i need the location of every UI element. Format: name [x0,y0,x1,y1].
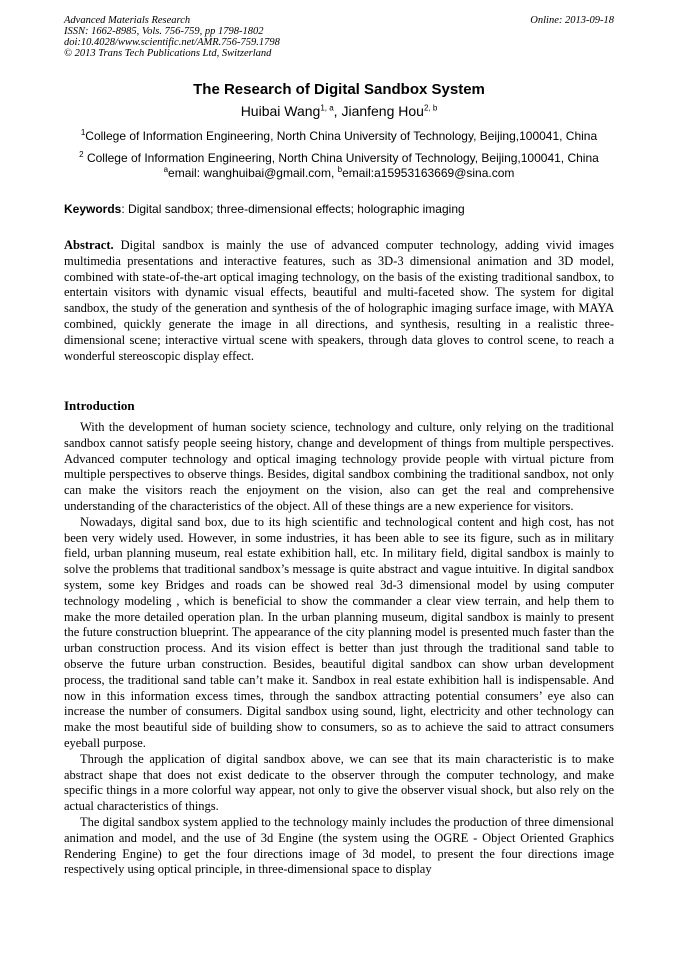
paragraph: The digital sandbox system applied to the technology mainly includes the production of three dimensional animation and model, and the use of 3d Engine (the system using the OGRE - Object Oriented Graphics Rendering Engine) to get the four directions image of 3d model, to present the four directions image respectively using optical principle, in three-dimensional space to display [64,814,614,877]
paragraph: With the development of human society science, technology and culture, only relying on the traditional sandbox cannot satisfy people seeing history, change and development of things from multiple perspectives. Advanced computer technology and optical imaging technology provide people with virtual picture from multiple perspectives to observe things. Besides, digital sandbox combining the traditional sandbox, not only can make the visitors reach the enjoyment on the vision, also can get the real and comprehensive understanding of the characteristics of the object. All of these things are a new experience for visitors. [64,420,614,513]
affiliation-superscript: 1 [80,128,86,137]
keywords [64,201,465,217]
introduction-body [64,420,614,878]
section-heading: Introduction [64,398,135,413]
journal-header [64,15,280,59]
keywords-label: Keywords [64,202,122,216]
affiliation-text: College of Information Engineering, North China University of Technology, Beijing,100041, China [83,151,599,165]
affiliation-text: College of Information Engineering, North China University of Technology, Beijing,100041, China [85,129,598,143]
author-separator: , [333,103,342,119]
online-date: Online: 2013-09-18 [530,15,614,26]
abstract-text: Digital sandbox is mainly the use of advanced computer technology, adding vivid images multimedia presentations and interactive features, such as 3D-3 dimensional animation and 3D model, combined with state-of-the-art optical imaging technology, on the basis of the existing traditional sandbox, to entertain visitors with dynamic visual effects, beautiful and multi-faceted show. The system for digital sandbox, the study of the generation and synthesis of the of holographic imaging surface image, with MAYA combined, quickly generate the image in all directions, and synthesis, resulting in a realistic three-dimensional scene; interactive virtual scene with speakers, through data gloves to control scene, to reach a wonderful stereoscopic display effect. [64,238,614,363]
issn-line: ISSN: 1662-8985, Vols. 756-759, pp 1798-1802 [64,26,264,37]
email-superscript: a [163,165,169,174]
email-text: email:a15953163669@sina.com [342,166,515,180]
affiliation-2 [0,151,678,165]
journal-name: Advanced Materials Research [64,15,191,26]
author-superscript: 1, a [320,103,334,113]
author-superscript: 2, b [423,103,438,113]
email-line [0,166,678,180]
affiliation-superscript: 2 [79,150,84,159]
abstract [64,238,614,364]
abstract-paragraph [64,238,614,364]
email-superscript: b [337,165,343,174]
keywords-text: : Digital sandbox; three-dimensional effects; holographic imaging [121,202,465,216]
abstract-label: Abstract. [64,238,114,252]
copyright-line: © 2013 Trans Tech Publications Ltd, Switzerland [64,48,272,59]
author-name: Huibai Wang [240,103,321,119]
paragraph: Through the application of digital sandbox above, we can see that its main characteristic is to make abstract shape that does not exist dedicate to the observer through the computer technology, and make specific things in a more colorful way appear, not only to give the observer visual shock, but also rely on the actual characteristics of things. [64,751,614,814]
affiliation-1 [0,129,678,143]
author-line [0,101,678,121]
author-name: Jianfeng Hou [341,103,424,119]
paper-title: The Research of Digital Sandbox System [193,81,485,98]
email-text: email: wanghuibai@gmail.com, [168,166,338,180]
paragraph: Nowadays, digital sand box, due to its high scientific and technological content and high cost, has not been very widely used. However, in some industries, it has been able to see its figure, such as in military field, urban planning museum, real estate exhibition hall, etc. In military field, digital sandbox is mainly to solve the problems that traditional sandbox’s message is quite abstract and vague intuitive. In digital sandbox system, some key Bridges and roads can be showed real 3d-3 dimensional model by using computer technology modeling , which is beneficial to show the commander a clear view terrain, and help them to make the more detailed operation plan. In the urban planning museum, digital sandbox is mainly to present the future construction blueprint. The appearance of the city planning model is presented much faster than the urban construction process. And its vision effect is better than just through the traditional sand table to observe the future urban construction. Besides, beautiful digital sandbox can show urban development process, the traditional sand table can’t make it. Sandbox in real estate exhibition hall is indispensable. And now in this information excess times, through the sandbox attracting potential consumers’ eye also can increase the number of consumers. Digital sandbox using sound, light, electricity and other technology can make the most beautiful side of building show to consumers, so as to achieve the said to attract consumers eyeball purpose. [64,514,614,750]
doi-line: doi:10.4028/www.scientific.net/AMR.756-759.1798 [64,37,280,48]
